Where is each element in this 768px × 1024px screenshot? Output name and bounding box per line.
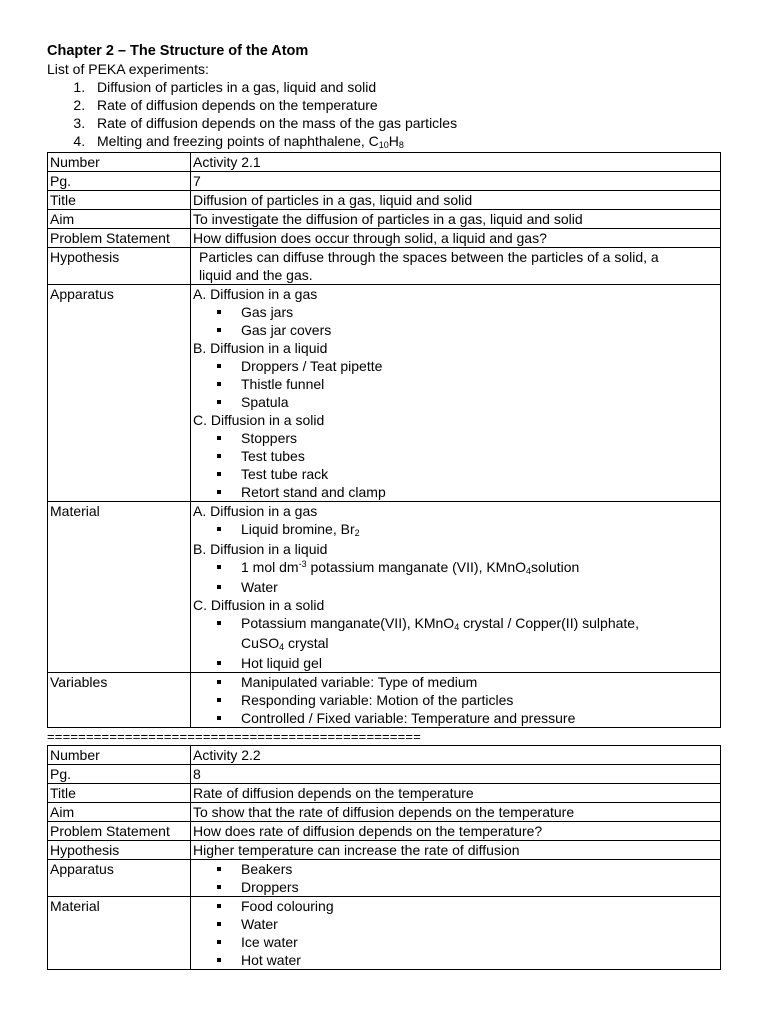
subscript: 4 bbox=[454, 622, 460, 632]
subscript: 4 bbox=[279, 642, 285, 652]
row-label: Title bbox=[48, 784, 191, 803]
table-row bbox=[48, 860, 721, 897]
row-value: How diffusion does occur through solid, a liquid and gas? bbox=[191, 229, 721, 248]
row-value: Higher temperature can increase the rate of diffusion bbox=[191, 841, 721, 860]
list-heading: List of PEKA experiments: bbox=[47, 61, 209, 77]
list-item: Hot liquid gel bbox=[241, 654, 718, 672]
list-item: Water bbox=[241, 915, 718, 933]
experiment-item: 2. Rate of diffusion depends on the temperature bbox=[89, 96, 721, 114]
list-item: Test tube rack bbox=[241, 465, 718, 483]
superscript: -3 bbox=[298, 559, 307, 569]
row-label: Number bbox=[48, 153, 191, 172]
section-heading: B. Diffusion in a liquid bbox=[193, 541, 328, 557]
list-item: Droppers / Teat pipette bbox=[241, 357, 718, 375]
row-value bbox=[191, 897, 721, 970]
bullet-list bbox=[193, 673, 718, 727]
row-label: Material bbox=[48, 502, 191, 673]
row-label: Title bbox=[48, 191, 191, 210]
row-value: 8 bbox=[191, 765, 721, 784]
item-text: 1 mol dm bbox=[241, 559, 299, 575]
table-row bbox=[48, 746, 721, 765]
row-value bbox=[191, 248, 721, 285]
item-text: CuSO bbox=[241, 635, 280, 651]
row-label: Problem Statement bbox=[48, 822, 191, 841]
list-item: Test tubes bbox=[241, 447, 718, 465]
experiment-item bbox=[89, 132, 721, 152]
bullet-list bbox=[193, 860, 718, 896]
list-item: Droppers bbox=[241, 878, 718, 896]
item-text: Potassium manganate(VII), KMnO bbox=[241, 615, 455, 631]
activity-table-2 bbox=[47, 745, 721, 970]
row-label: Number bbox=[48, 746, 191, 765]
item-text: crystal / Copper(II) sulphate, bbox=[459, 615, 639, 631]
section-heading: C. Diffusion in a solid bbox=[193, 597, 325, 613]
list-item: Beakers bbox=[241, 860, 718, 878]
row-label: Problem Statement bbox=[48, 229, 191, 248]
bullet-list bbox=[193, 429, 718, 501]
list-item: Manipulated variable: Type of medium bbox=[241, 673, 718, 691]
row-value: To show that the rate of diffusion depends on the temperature bbox=[191, 803, 721, 822]
list-item: Thistle funnel bbox=[241, 375, 718, 393]
row-label: Hypothesis bbox=[48, 248, 191, 285]
experiment-text: H bbox=[388, 133, 399, 149]
experiment-item: 1. Diffusion of particles in a gas, liquid and solid bbox=[89, 78, 721, 96]
list-item: Retort stand and clamp bbox=[241, 483, 718, 501]
table-row bbox=[48, 803, 721, 822]
table-row bbox=[48, 191, 721, 210]
list-item bbox=[241, 520, 718, 540]
table-row bbox=[48, 172, 721, 191]
list-item bbox=[241, 558, 718, 578]
bullet-list bbox=[193, 303, 718, 339]
table-row bbox=[48, 229, 721, 248]
subscript: 2 bbox=[354, 528, 360, 538]
row-label: Material bbox=[48, 897, 191, 970]
list-item: Stoppers bbox=[241, 429, 718, 447]
list-item: Responding variable: Motion of the particles bbox=[241, 691, 718, 709]
bullet-list bbox=[193, 558, 718, 596]
row-value: Rate of diffusion depends on the temperature bbox=[191, 784, 721, 803]
row-label: Variables bbox=[48, 673, 191, 728]
row-value: To investigate the diffusion of particles in a gas, liquid and solid bbox=[191, 210, 721, 229]
list-item: Spatula bbox=[241, 393, 718, 411]
item-text: potassium manganate (VII), KMnO bbox=[306, 559, 527, 575]
row-value bbox=[191, 860, 721, 897]
list-item bbox=[241, 614, 718, 654]
row-value: 7 bbox=[191, 172, 721, 191]
section-heading: A. Diffusion in a gas bbox=[193, 286, 318, 302]
bullet-list bbox=[193, 357, 718, 411]
bullet-list bbox=[193, 614, 718, 672]
row-label: Pg. bbox=[48, 765, 191, 784]
list-item: Gas jar covers bbox=[241, 321, 718, 339]
hypothesis-line: Particles can diffuse through the spaces between the particles of a solid, a bbox=[199, 249, 659, 265]
hypothesis-line: liquid and the gas. bbox=[199, 267, 313, 283]
row-value: Activity 2.2 bbox=[191, 746, 721, 765]
subscript: 8 bbox=[398, 140, 404, 150]
row-label: Aim bbox=[48, 803, 191, 822]
item-text: Liquid bromine, Br bbox=[241, 521, 355, 537]
list-item: Food colouring bbox=[241, 897, 718, 915]
item-text: solution bbox=[531, 559, 580, 575]
row-value bbox=[191, 285, 721, 502]
row-label: Apparatus bbox=[48, 860, 191, 897]
list-item: Hot water bbox=[241, 951, 718, 969]
table-row bbox=[48, 841, 721, 860]
section-heading: C. Diffusion in a solid bbox=[193, 412, 325, 428]
row-label: Pg. bbox=[48, 172, 191, 191]
chapter-title: Chapter 2 – The Structure of the Atom bbox=[47, 43, 309, 59]
table-row bbox=[48, 784, 721, 803]
table-row bbox=[48, 153, 721, 172]
document-page bbox=[47, 42, 721, 970]
experiment-text: Melting and freezing points of naphthalene, C bbox=[97, 133, 379, 149]
row-value bbox=[191, 673, 721, 728]
subscript: 10 bbox=[378, 140, 389, 150]
section-heading: B. Diffusion in a liquid bbox=[193, 340, 328, 356]
list-item: Ice water bbox=[241, 933, 718, 951]
table-row bbox=[48, 210, 721, 229]
list-item: Controlled / Fixed variable: Temperature and pressure bbox=[241, 709, 718, 727]
list-item: Gas jars bbox=[241, 303, 718, 321]
table-row bbox=[48, 673, 721, 728]
experiment-list bbox=[47, 78, 721, 152]
experiment-item: 3. Rate of diffusion depends on the mass of the gas particles bbox=[89, 114, 721, 132]
item-text: crystal bbox=[284, 635, 329, 651]
row-value bbox=[191, 502, 721, 673]
activity-table-1 bbox=[47, 152, 721, 728]
table-row bbox=[48, 502, 721, 673]
row-label: Apparatus bbox=[48, 285, 191, 502]
row-value: Activity 2.1 bbox=[191, 153, 721, 172]
bullet-list bbox=[193, 520, 718, 540]
row-value: How does rate of diffusion depends on the temperature? bbox=[191, 822, 721, 841]
table-row bbox=[48, 822, 721, 841]
list-item: Water bbox=[241, 578, 718, 596]
separator-line: ================================================ bbox=[47, 729, 422, 744]
table-row bbox=[48, 765, 721, 784]
row-label: Hypothesis bbox=[48, 841, 191, 860]
row-label: Aim bbox=[48, 210, 191, 229]
bullet-list bbox=[193, 897, 718, 969]
subscript: 4 bbox=[526, 566, 532, 576]
table-row bbox=[48, 248, 721, 285]
table-row bbox=[48, 897, 721, 970]
section-heading: A. Diffusion in a gas bbox=[193, 503, 318, 519]
row-value: Diffusion of particles in a gas, liquid and solid bbox=[191, 191, 721, 210]
table-row bbox=[48, 285, 721, 502]
